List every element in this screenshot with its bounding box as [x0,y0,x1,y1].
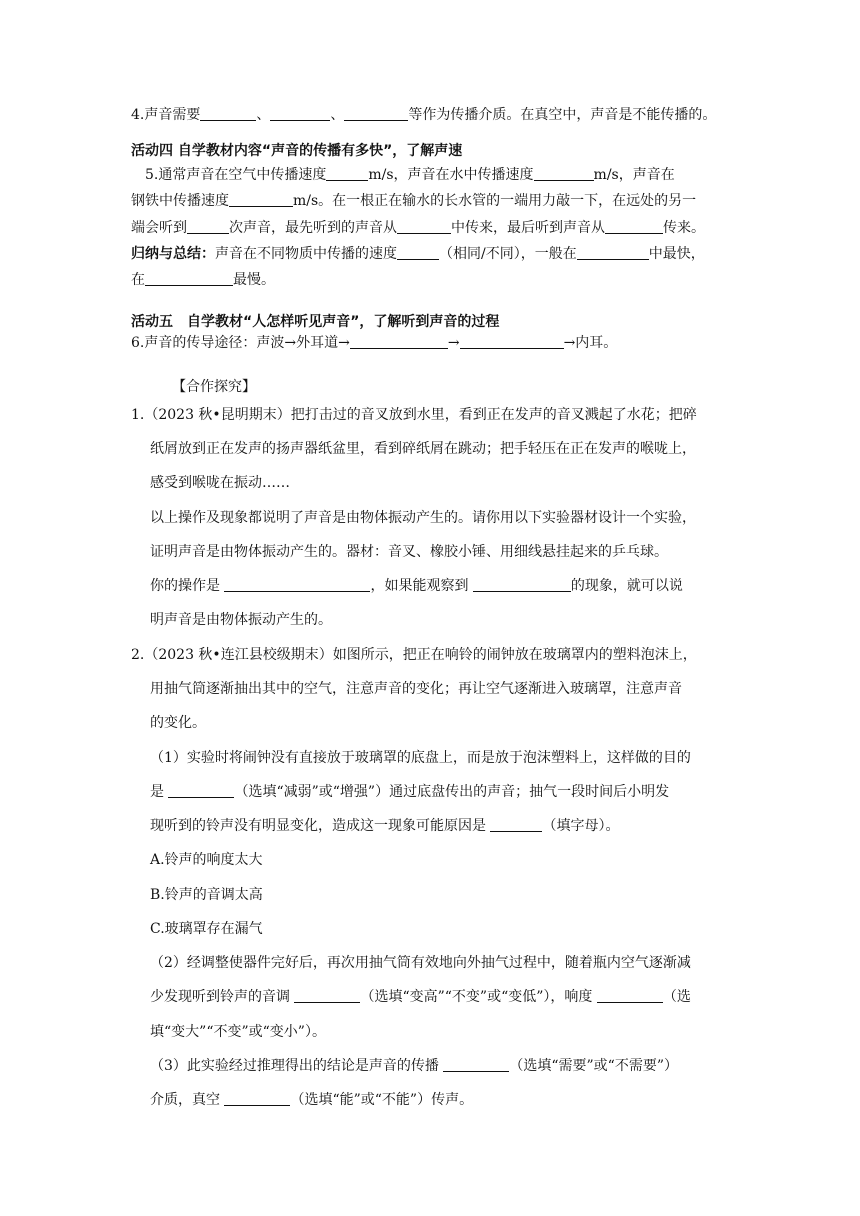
q2-part-2-line-3: 填“变大”“不变”或“变小”）。 [150,1024,326,1040]
text: →内耳。 [563,335,618,351]
q1-line-3: 感受到喉咙在振动…… [150,475,290,491]
text: 声音在不同物质中传播的速度 [215,246,397,262]
text: 端会听到 [131,220,187,236]
q1-line-1: 1.（2023 秋•昆明期末）把打击过的音叉放到水里，看到正在发声的音叉溅起了水花；把碎 [131,407,697,423]
q2-line-3: 的变化。 [150,715,206,731]
answer-blank[interactable] [534,166,594,181]
q2-line-2: 用抽气筒逐渐抽出其中的空气，注意声音的变化；再让空气逐渐进入玻璃罩，注意声音 [150,681,682,697]
text: 介质，真空 [150,1092,225,1108]
text: 是 [150,784,169,800]
q2-option-c: C.玻璃罩存在漏气 [150,921,263,937]
activity-4-title: 活动四 自学教材内容“声音的传播有多快”，了解声速 [131,143,463,159]
item-5-line-3 [131,218,705,238]
text: （相同/不同），一般在 [439,246,577,262]
text: 在 [131,272,145,288]
text: 6.声音的传导途径：声波→外耳道→ [131,335,350,351]
text: 你的操作是 [150,578,225,594]
text: （选填“需要”或“不需要”） [509,1058,678,1074]
text: 传来。 [663,220,705,236]
q2-part-1-line-3 [150,816,619,836]
q1-line-6 [150,576,683,596]
q2-part-1-line-2 [150,782,669,802]
text: 最慢。 [233,272,275,288]
text: （填字母）。 [542,818,620,834]
text: 次声音，最先听到的声音从 [229,220,397,236]
q2-line-1: 2.（2023 秋•连江县校级期末）如图所示，把正在响铃的闹钟放在玻璃罩内的塑料泡沫上， [131,647,697,663]
answer-blank[interactable] [187,219,229,234]
q2-part-1-line-1: （1）实验时将闹钟没有直接放于玻璃罩的底盘上，而是放于泡沫塑料上，这样做的目的 [150,750,691,766]
q1-line-7: 明声音是由物体振动产生的。 [150,612,332,628]
answer-blank[interactable] [460,334,564,349]
cooperative-exploration-title: 【合作探究】 [172,379,256,395]
text: → [447,335,460,351]
text: m/s，声音在 [593,167,675,183]
answer-blank[interactable] [605,219,663,234]
summary-line-2 [131,270,275,290]
q1-line-5: 证明声音是由物体振动产生的。器材：音叉、橡胶小锤、用细线悬挂起来的乒乓球。 [150,544,668,560]
answer-blank[interactable] [490,817,542,832]
text: 少发现听到铃声的音调 [150,989,295,1005]
answer-blank[interactable] [294,988,360,1003]
summary-line-1 [131,244,705,264]
text: 4.声音需要 [131,107,201,123]
q2-option-b: B.铃声的音调太高 [150,887,263,903]
answer-blank[interactable] [397,219,451,234]
answer-blank[interactable] [344,106,408,121]
q2-option-a: A.铃声的响度太大 [150,852,263,868]
item-4-line [131,105,716,125]
summary-label: 归纳与总结： [131,246,215,262]
answer-blank[interactable] [145,271,233,286]
text: 、 [330,107,345,123]
answer-blank[interactable] [597,988,663,1003]
text: m/s。在一根正在输水的长水管的一端用力敲一下，在远处的另一 [293,193,697,209]
text: （选填“变高”“不变”或“变低”），响度 [360,989,597,1005]
text: （选填“减弱”或“增强”）通过底盘传出的声音；抽气一段时间后小明发 [234,784,670,800]
text: （选填“能”或“不能”）传声。 [290,1092,474,1108]
answer-blank[interactable] [577,245,649,260]
answer-blank[interactable] [443,1057,509,1072]
answer-blank[interactable] [168,783,234,798]
text: m/s，声音在水中传播速度 [368,167,534,183]
answer-blank[interactable] [200,106,256,121]
text: 5.通常声音在空气中传播速度 [145,167,327,183]
q2-part-2-line-1: （2）经调整使器件完好后，再次用抽气筒有效地向外抽气过程中，随着瓶内空气逐渐减 [150,955,691,971]
q1-line-4: 以上操作及现象都说明了声音是由物体振动产生的。请你用以下实验器材设计一个实验， [150,510,696,526]
text: （3）此实验经过推理得出的结论是声音的传播 [150,1058,444,1074]
text: 等作为传播介质。在真空中，声音是不能传播的。 [408,107,717,123]
text: 中最快， [648,246,705,262]
answer-blank[interactable] [473,577,571,592]
activity-5-title: 活动五 自学教材“人怎样听见声音”，了解听到声音的过程 [131,314,500,330]
text: 钢铁中传播速度 [131,193,229,209]
item-5-line-1 [145,165,675,185]
item-6-line [131,333,617,353]
q1-line-2: 纸屑放到正在发声的扬声器纸盆里，看到碎纸屑在跳动；把手轻压在正在发声的喉咙上， [150,441,696,457]
text: 、 [256,107,271,123]
answer-blank[interactable] [326,166,368,181]
text: （选 [662,989,691,1005]
answer-blank[interactable] [229,192,293,207]
q2-part-2-line-2 [150,987,691,1007]
text: 的现象，就可以说 [570,578,683,594]
answer-blank[interactable] [350,334,448,349]
q2-part-3-line-1 [150,1056,678,1076]
answer-blank[interactable] [397,245,439,260]
q2-part-3-line-2 [150,1090,473,1110]
answer-blank[interactable] [224,577,370,592]
item-5-line-2 [131,191,696,211]
text: 中传来，最后听到声音从 [451,220,605,236]
text: 现听到的铃声没有明显变化，造成这一现象可能原因是 [150,818,491,834]
answer-blank[interactable] [270,106,330,121]
answer-blank[interactable] [224,1091,290,1106]
text: ，如果能观察到 [370,578,473,594]
